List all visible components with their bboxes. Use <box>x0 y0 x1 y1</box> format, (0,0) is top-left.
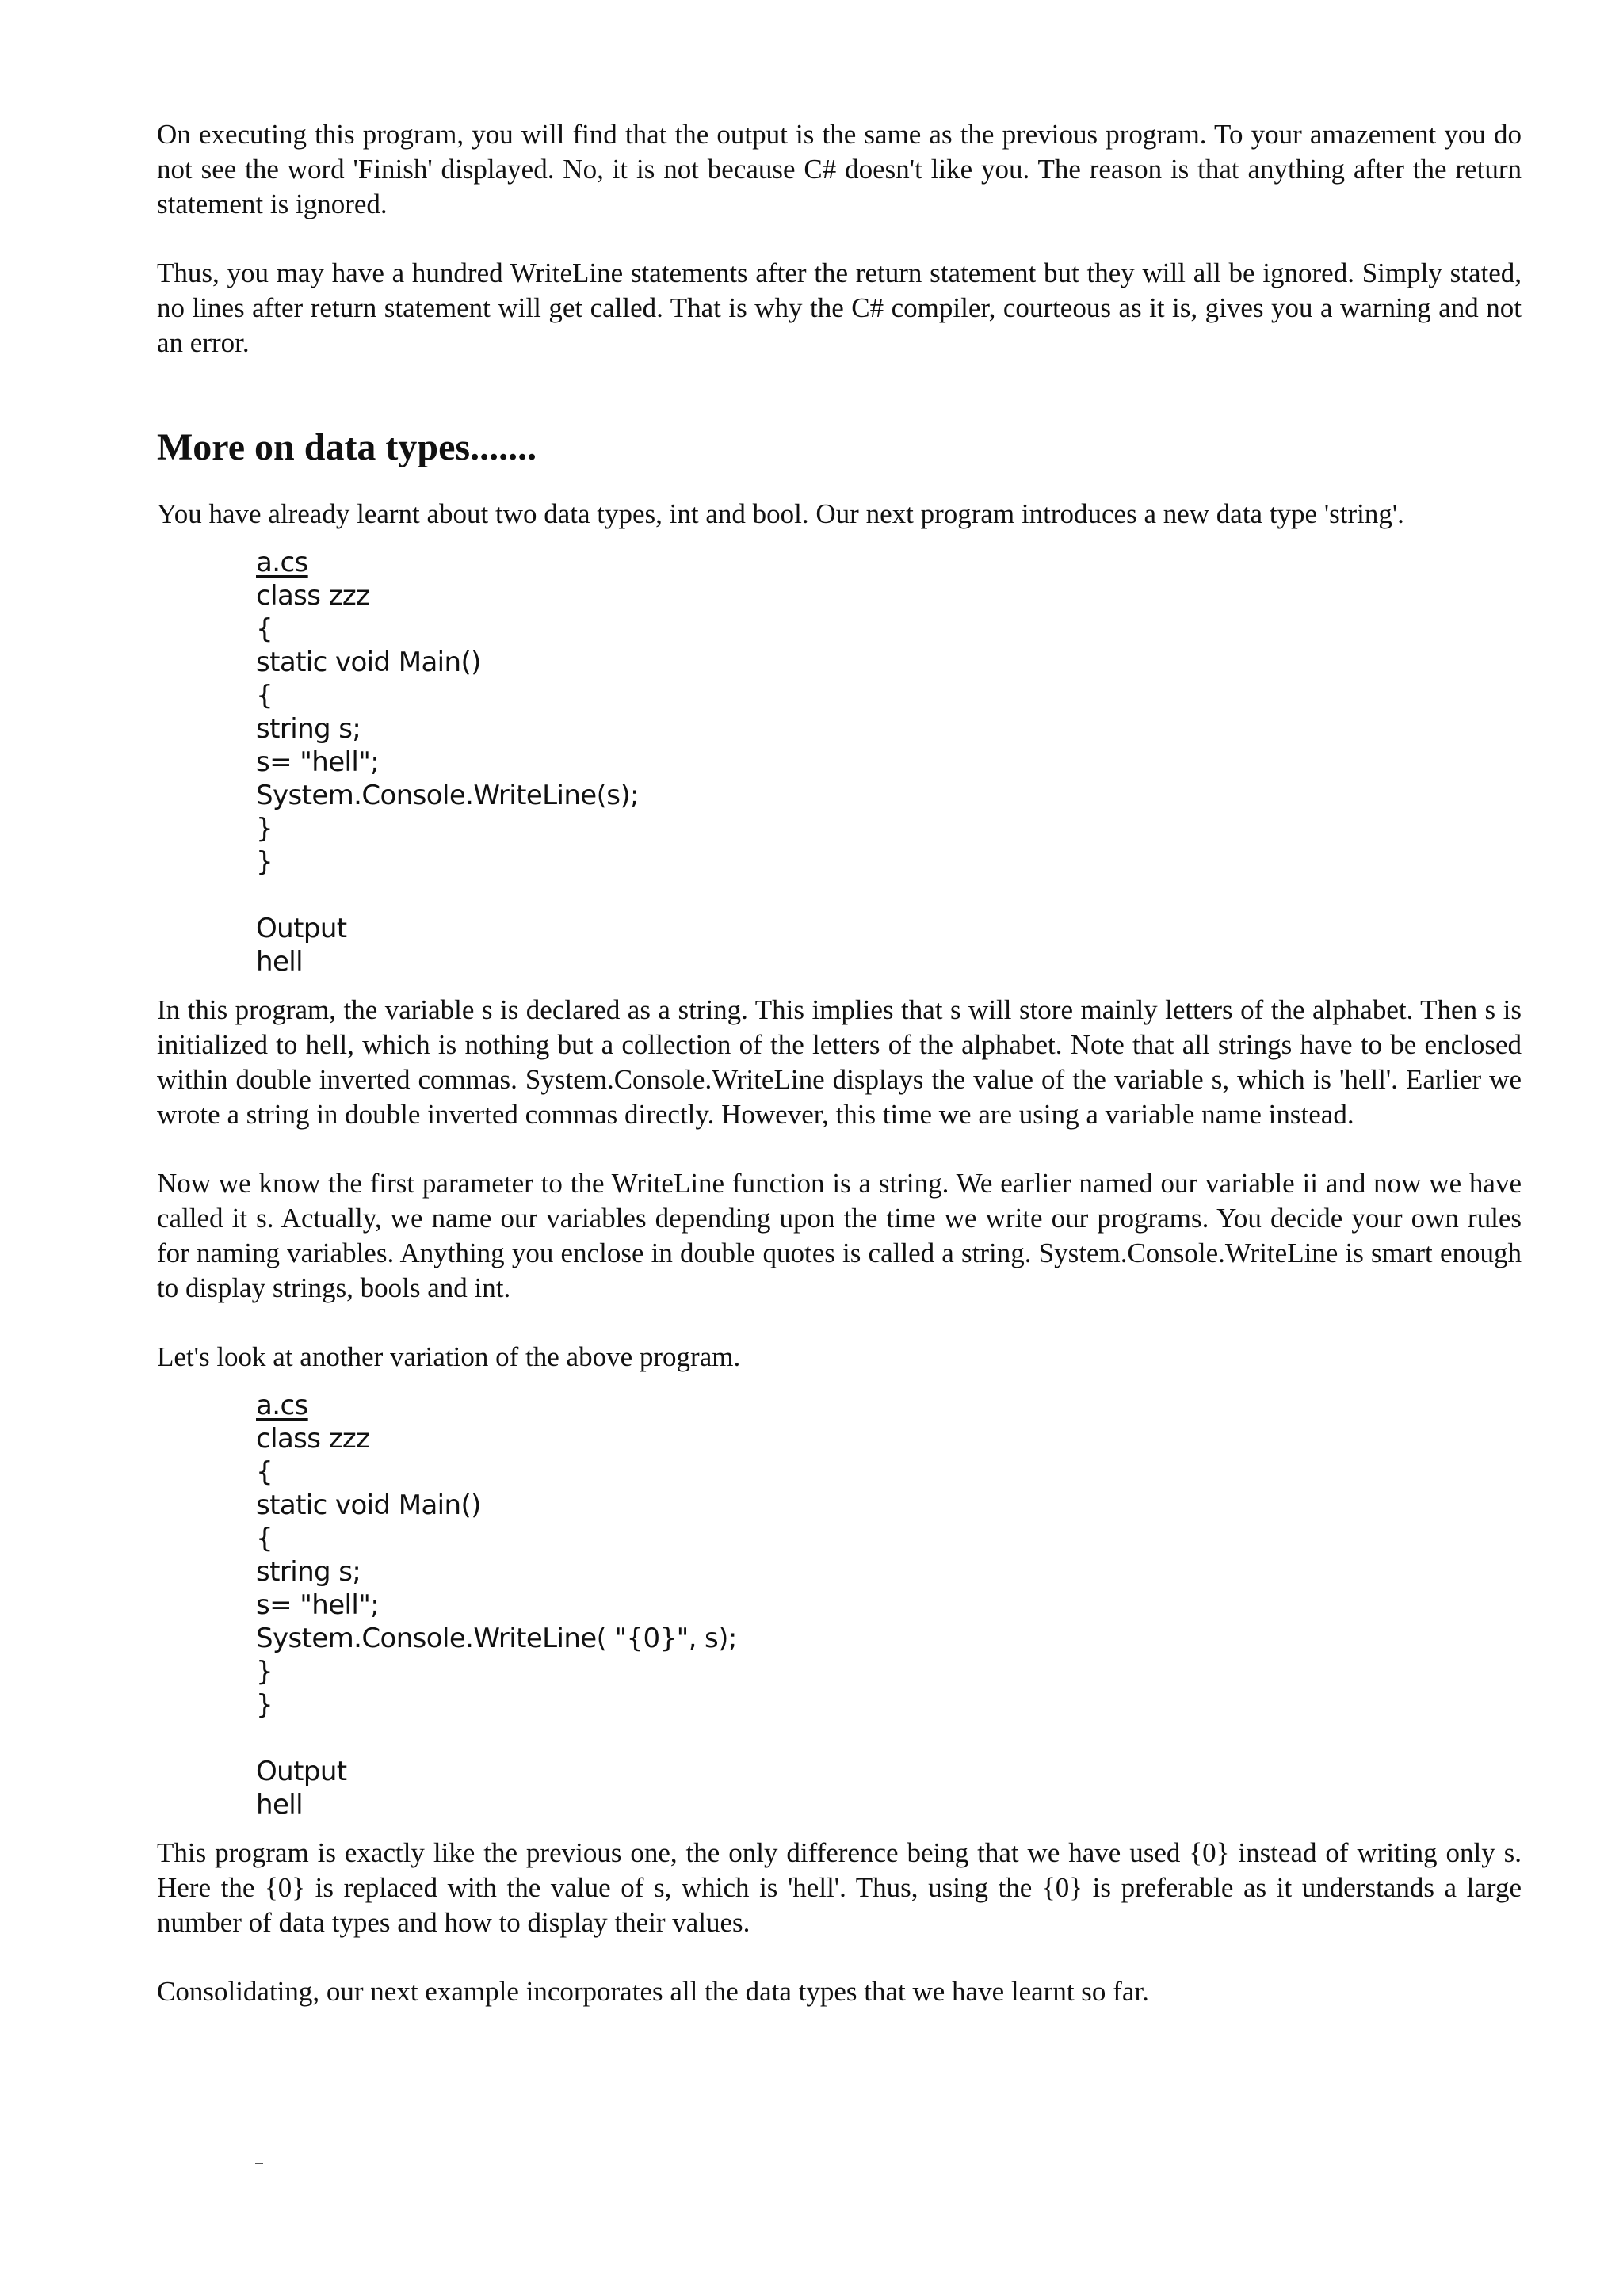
code-line: { <box>256 680 273 711</box>
paragraph-return-output: On executing this program, you will find that the output is the same as the previous program. To your amazement you do not see the word 'Finish' displayed. No, it is not because C# doesn't like you. The reason is that anything after the return statement is ignored. <box>157 119 1522 219</box>
paragraph-intro-string: You have already learnt about two data types, int and bool. Our next program introduces a new data type 'string'. <box>157 498 1404 529</box>
output-value: hell <box>256 1789 303 1821</box>
code-line: class zzz <box>256 1423 370 1455</box>
output-label: Output <box>256 913 347 944</box>
code-listing-1 <box>256 546 1522 978</box>
code-line: { <box>256 613 273 645</box>
stray-dash-mark <box>255 2163 263 2164</box>
paragraph-placeholder-explanation: This program is exactly like the previous one, the only difference being that we have used {0} instead of writing only s. Here the {0} is replaced with the value of s, which is 'hell'. Thus, using the {0} is preferable as it understands a large number of data types and how to display their values. <box>157 1837 1522 1938</box>
code-line: } <box>256 1656 273 1688</box>
code-line: static void Main() <box>256 646 481 678</box>
document-page <box>157 117 1522 2009</box>
code-line: string s; <box>256 1556 361 1588</box>
paragraph-string-explanation: In this program, the variable s is declared as a string. This implies that s will store mainly letters of the alphabet. Then s is initialized to hell, which is nothing but a collection of the letters of the alphabet. Note that all strings have to be enclosed within double inverted commas. System.Console.WriteLine displays the value of the variable s, which is 'hell'. Earlier we wrote a string in double inverted commas directly. However, this time we are using a variable name instead. <box>157 994 1522 1130</box>
code-line: { <box>256 1523 273 1554</box>
paragraph-writeline-parameter: Now we know the first parameter to the WriteLine function is a string. We earlier named our variable ii and now we have called it s. Actually, we name our variables depending upon the time we write our programs. You decide your own rules for naming variables. Anything you enclose in double quotes is called a string. System.Console.WriteLine is smart enough to display strings, bools and int. <box>157 1168 1522 1303</box>
code-line: { <box>256 1456 273 1488</box>
output-value: hell <box>256 946 303 978</box>
paragraph-return-ignored: Thus, you may have a hundred WriteLine statements after the return statement but they will all be ignored. Simply stated, no lines after return statement will get called. That is why the C# compiler, courteous as it is, gives you a warning and not an error. <box>157 257 1522 358</box>
output-label: Output <box>256 1756 347 1787</box>
code-filename: a.cs <box>256 1390 308 1421</box>
paragraph-consolidating: Consolidating, our next example incorporates all the data types that we have learnt so far. <box>157 1976 1149 2007</box>
code-line: } <box>256 846 273 878</box>
code-line: s= "hell"; <box>256 746 380 778</box>
code-filename: a.cs <box>256 547 308 578</box>
code-line: string s; <box>256 713 361 745</box>
code-line: } <box>256 1689 273 1721</box>
code-line: System.Console.WriteLine(s); <box>256 780 639 811</box>
section-heading: More on data types....... <box>157 426 537 468</box>
code-line: System.Console.WriteLine( "{0}", s); <box>256 1623 737 1654</box>
code-line: s= "hell"; <box>256 1589 380 1621</box>
paragraph-another-variation: Let's look at another variation of the above program. <box>157 1341 741 1372</box>
code-line: static void Main() <box>256 1489 481 1521</box>
code-line: class zzz <box>256 580 370 612</box>
code-listing-2 <box>256 1389 1522 1821</box>
code-line: } <box>256 813 273 845</box>
